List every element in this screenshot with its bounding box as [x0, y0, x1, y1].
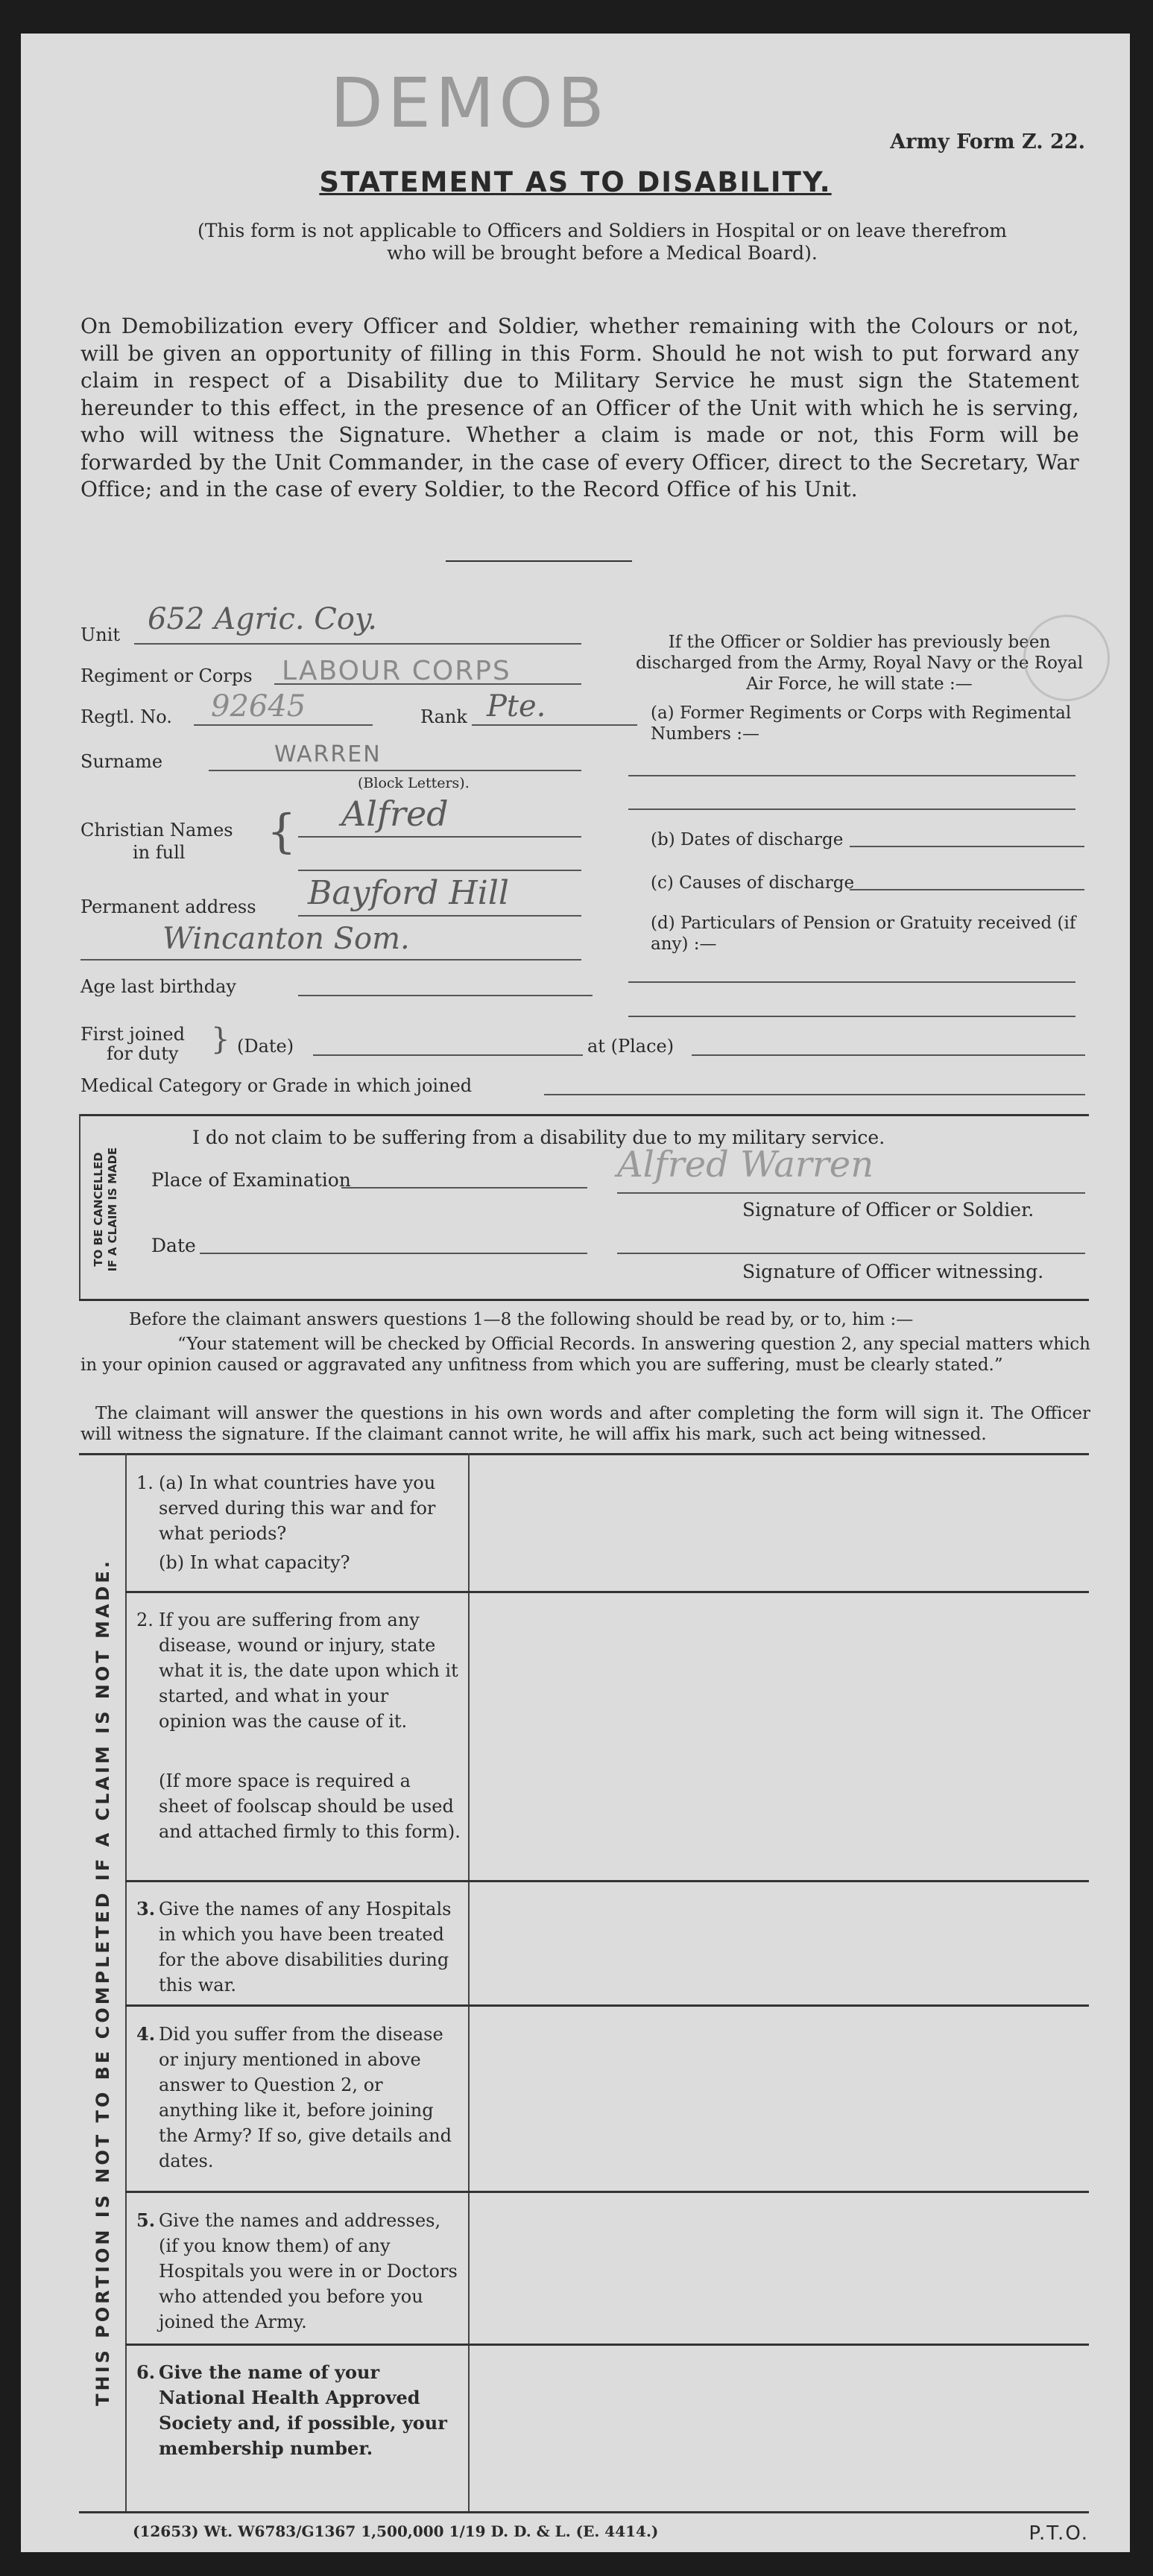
q3-number: 3.: [136, 1898, 156, 1920]
date-line: [313, 1054, 583, 1056]
printer-line: (12653) Wt. W6783/G1367 1,500,000 1/19 D. D. & L. (E. 4414.): [133, 2522, 659, 2540]
pto: P.T.O.: [1029, 2522, 1089, 2545]
cancel-left-rule: [79, 1114, 80, 1300]
questions-side-label: THIS PORTION IS NOT TO BE COMPLETED IF A CLAIM IS NOT MADE.: [92, 1558, 113, 2406]
questions-side-label-wrap: [89, 1461, 119, 2504]
cancel-sig-soldier: Signature of Officer or Soldier.: [742, 1199, 1034, 1221]
questions-bottom-rule: [79, 2511, 1089, 2513]
regtl-no-label: Regtl. No.: [80, 706, 172, 727]
q1-bottom-rule: [125, 1591, 1089, 1593]
discharge-d-line-1: [628, 981, 1075, 983]
demob-stamp: DEMOB: [330, 63, 609, 143]
q1-number: 1.: [136, 1472, 154, 1493]
regiment-label: Regiment or Corps: [80, 665, 253, 686]
address-value-1: Bayford Hill: [308, 874, 509, 912]
q6-number: 6.: [136, 2361, 156, 2383]
rank-value: Pte.: [487, 689, 546, 724]
surname-value: WARREN: [274, 741, 382, 768]
q5-bottom-rule: [125, 2344, 1089, 2346]
address-value-2: Wincanton Som.: [162, 922, 410, 956]
q2-bottom-rule: [125, 1880, 1089, 1882]
intro-paragraph: On Demobilization every Officer and Soldier, whether remaining with the Colours or not, will be given an opportunity of filling in this Form. Should he not wish to put forward any claim in respect of a Disability due to Military Service he must sign the Statement hereunder to this effect, in the presence of an Officer of the Unit with which he is serving, who will witness the Signature. Whether a claim is made or not, this Form will be forwarded by the Unit Commander, in the case of every Officer, direct to the Secretary, War Office; and in the case of every Soldier, to the Record Office of his Unit.: [80, 314, 1079, 501]
intro-divider: [446, 560, 632, 562]
age-label: Age last birthday: [80, 976, 236, 997]
cancel-date-line: [200, 1253, 587, 1254]
q2-text-b: (If more space is required a sheet of foolscap should be used and attached firmly to this form).: [159, 1770, 461, 1842]
discharge-d-line-2: [628, 1016, 1075, 1017]
discharge-c: (c) Causes of discharge: [651, 873, 855, 893]
q4-number: 4.: [136, 2023, 156, 2045]
christian-line-2: [298, 870, 581, 871]
discharge-stamp-mark: [1023, 615, 1110, 701]
cancel-statement: I do not claim to be suffering from a disability due to my military service.: [192, 1127, 885, 1148]
cancel-place-line: [341, 1187, 587, 1189]
age-line: [298, 995, 593, 996]
form-page: [21, 34, 1130, 2552]
discharge-d: (d) Particulars of Pension or Gratuity received (if any) :—: [651, 914, 1076, 954]
cancel-bottom-rule: [79, 1299, 1089, 1301]
questions-top-rule: [79, 1453, 1089, 1455]
discharge-b-line: [850, 846, 1084, 847]
form-id: Army Form Z. 22.: [890, 130, 1085, 154]
first-joined-2: for duty: [107, 1043, 179, 1064]
block-letters-note: (Block Letters).: [358, 775, 470, 791]
cancel-side-1: TO BE CANCELLED: [92, 1152, 105, 1267]
first-joined-brace: }: [211, 1022, 230, 1057]
rank-label: Rank: [420, 706, 467, 727]
medical-label: Medical Category or Grade in which joined: [80, 1075, 473, 1096]
address-line-1: [298, 915, 581, 917]
surname-label: Surname: [80, 751, 163, 772]
christian-label-1: Christian Names: [80, 820, 233, 841]
q2-text-a: If you are suffering from any disease, wound or injury, state what it is, the date upon which it started, and what in your opinion was the cause of it.: [159, 1610, 458, 1732]
q1-text-a: (a) In what countries have you served during this war and for what periods?: [159, 1472, 436, 1544]
cancel-officer-line: [617, 1253, 1085, 1254]
place-label: at (Place): [587, 1036, 675, 1057]
place-line: [692, 1054, 1085, 1056]
q6-text-a: Give the name of your National Health Approved Society and, if possible, your membership number.: [159, 2361, 447, 2459]
regtl-no-line: [194, 724, 373, 726]
cancel-top-rule: [79, 1114, 1089, 1116]
first-joined-1: First joined: [80, 1024, 185, 1045]
address-label: Permanent address: [80, 896, 256, 917]
surname-line: [209, 770, 581, 771]
discharge-a-line-1: [628, 775, 1075, 776]
date-label: (Date): [237, 1036, 294, 1057]
q4-text-a: Did you suffer from the disease or injury mentioned in above answer to Question 2, or anything like it, before joining the Army? If so, give details and dates.: [159, 2024, 452, 2171]
christian-label-2: in full: [133, 842, 186, 863]
cancel-side-label: [92, 1135, 124, 1284]
cancel-sig-line: [617, 1192, 1085, 1194]
cancel-place-label: Place of Examination: [151, 1169, 351, 1191]
unit-label: Unit: [80, 624, 121, 645]
cancel-sig-officer: Signature of Officer witnessing.: [742, 1261, 1044, 1282]
instructions-p3: The claimant will answer the questions in his own words and after completing the form will sign it. The Officer will witness the signature. If the claimant cannot write, he will affix his mark, such act being witnessed.: [80, 1404, 1090, 1444]
discharge-a-line-2: [628, 808, 1075, 810]
q4-bottom-rule: [125, 2191, 1089, 2193]
q3-bottom-rule: [125, 2004, 1089, 2007]
discharge-a: (a) Former Regiments or Corps with Regimental Numbers :—: [651, 703, 1072, 744]
q5-number: 5.: [136, 2209, 156, 2231]
christian-value: Alfred: [341, 794, 449, 834]
rank-line: [472, 724, 637, 726]
regiment-value: LABOUR CORPS: [282, 656, 511, 686]
questions-side-rule: [125, 1453, 127, 2511]
discharge-intro: If the Officer or Soldier has previously been discharged from the Army, Royal Navy or the Royal Air Force, he will state :—: [635, 633, 1084, 694]
questions-answer-rule: [468, 1453, 470, 2511]
instructions-p1: Before the claimant answers questions 1—8 the following should be read by, or to, him :—: [129, 1310, 914, 1329]
address-line-2: [80, 959, 581, 961]
instructions-p2: “Your statement will be checked by Official Records. In answering question 2, any special matters which in your opinion caused or aggravated any unfitness from which you are suffering, must be clearly stated.”: [80, 1335, 1090, 1375]
q5-text-a: Give the names and addresses, (if you know them) of any Hospitals you were in or Doctors who attended you before you joined the Army.: [159, 2210, 458, 2332]
discharge-c-line: [850, 889, 1084, 890]
q3-text-a: Give the names of any Hospitals in which you have been treated for the above disabilities during this war.: [159, 1899, 452, 1996]
unit-line: [134, 643, 581, 645]
cancel-side-2: IF A CLAIM IS MADE: [106, 1147, 119, 1272]
cancel-date-label: Date: [151, 1235, 196, 1256]
q1-text-b: (b) In what capacity?: [159, 1552, 350, 1573]
christian-line-1: [298, 836, 581, 838]
subtitle: (This form is not applicable to Officers and Soldiers in Hospital or on leave therefrom who will be brought before a Medical Board).: [197, 220, 1008, 264]
discharge-b: (b) Dates of discharge: [651, 830, 844, 849]
christian-brace: {: [267, 804, 297, 858]
medical-line: [544, 1094, 1085, 1095]
q2-number: 2.: [136, 1610, 154, 1630]
regtl-no-value: 92645: [211, 689, 306, 724]
unit-value: 652 Agric. Coy.: [148, 602, 377, 636]
page-title: STATEMENT AS TO DISABILITY.: [319, 166, 832, 198]
cancel-signature: Alfred Warren: [617, 1144, 874, 1186]
